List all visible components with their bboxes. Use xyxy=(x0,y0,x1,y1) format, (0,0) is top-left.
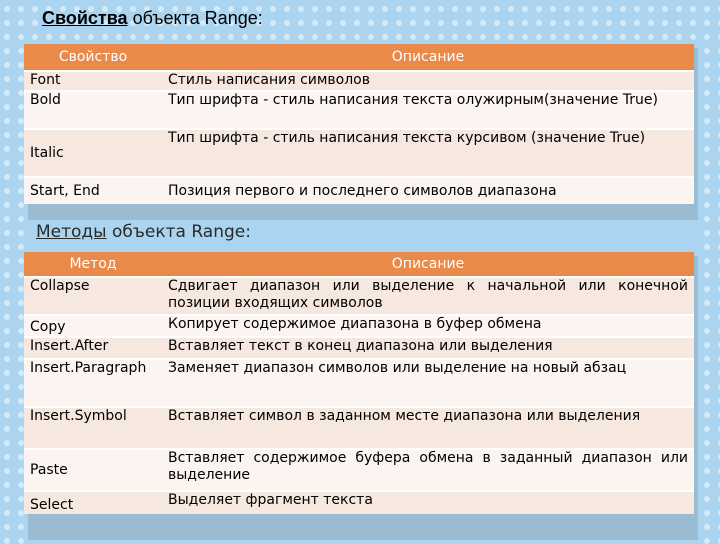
background-dot xyxy=(340,20,346,26)
background-dot xyxy=(480,6,486,12)
background-dot xyxy=(4,510,10,516)
background-dot xyxy=(270,6,276,12)
background-dot xyxy=(550,20,556,26)
background-dot xyxy=(4,104,10,110)
background-dot xyxy=(648,34,654,40)
background-dot xyxy=(340,34,346,40)
background-dot xyxy=(704,230,710,236)
background-dot xyxy=(74,34,80,40)
background-dot xyxy=(634,34,640,40)
background-dot xyxy=(4,482,10,488)
background-dot xyxy=(536,6,542,12)
background-dot xyxy=(704,286,710,292)
background-dot xyxy=(186,34,192,40)
background-dot xyxy=(592,20,598,26)
background-dot xyxy=(326,6,332,12)
background-dot xyxy=(704,384,710,390)
background-dot xyxy=(298,6,304,12)
background-dot xyxy=(704,202,710,208)
table-row xyxy=(24,91,694,129)
background-dot xyxy=(172,34,178,40)
background-dot xyxy=(4,412,10,418)
background-dot xyxy=(4,454,10,460)
background-dot xyxy=(46,34,52,40)
property-name: Bold xyxy=(24,91,162,129)
background-dot xyxy=(508,20,514,26)
background-dot xyxy=(18,34,24,40)
property-description: Тип шрифта - стиль написания текста олужирным(значение True) xyxy=(162,91,694,129)
background-dot xyxy=(704,48,710,54)
background-dot xyxy=(18,244,24,250)
background-dot xyxy=(494,20,500,26)
background-dot xyxy=(4,48,10,54)
method-description: Копирует содержимое диапазона в буфер обмена xyxy=(162,315,694,337)
background-dot xyxy=(32,6,38,12)
background-dot xyxy=(18,538,24,544)
background-dot xyxy=(620,34,626,40)
background-dot xyxy=(32,34,38,40)
background-dot xyxy=(284,20,290,26)
method-description: Сдвигает диапазон или выделение к начальной или конечной позиции входящих символов xyxy=(162,277,694,315)
background-dot xyxy=(634,6,640,12)
method-description: Заменяет диапазон символов или выделение на новый абзац xyxy=(162,359,694,407)
background-dot xyxy=(4,328,10,334)
background-dot xyxy=(60,34,66,40)
background-dot xyxy=(704,62,710,68)
background-dot xyxy=(116,34,122,40)
background-dot xyxy=(676,34,682,40)
methods-heading-bold: Методы xyxy=(36,222,107,242)
background-dot xyxy=(550,34,556,40)
methods-table xyxy=(24,252,694,514)
table-row xyxy=(24,491,694,514)
property-description: Тип шрифта - стиль написания текста курсивом (значение True) xyxy=(162,129,694,177)
background-dot xyxy=(4,216,10,222)
table-row xyxy=(24,315,694,337)
table-row xyxy=(24,277,694,315)
background-dot xyxy=(424,6,430,12)
background-dot xyxy=(396,6,402,12)
background-dot xyxy=(662,6,668,12)
background-dot xyxy=(4,62,10,68)
background-dot xyxy=(200,34,206,40)
background-dot xyxy=(704,468,710,474)
background-dot xyxy=(522,34,528,40)
background-dot xyxy=(704,440,710,446)
background-dot xyxy=(438,20,444,26)
background-dot xyxy=(4,146,10,152)
background-dot xyxy=(4,496,10,502)
properties-header-description: Описание xyxy=(162,44,694,71)
background-dot xyxy=(4,356,10,362)
methods-heading-rest: объекта Range: xyxy=(106,222,251,242)
background-dot xyxy=(4,34,10,40)
table-row xyxy=(24,407,694,449)
background-dot xyxy=(648,20,654,26)
background-dot xyxy=(368,20,374,26)
method-description: Вставляет содержимое буфера обмена в заданный диапазон или выделение xyxy=(162,449,694,491)
background-dot xyxy=(424,20,430,26)
background-dot xyxy=(4,314,10,320)
background-dot xyxy=(410,20,416,26)
background-dot xyxy=(690,6,696,12)
method-name: Collapse xyxy=(24,277,162,315)
background-dot xyxy=(18,216,24,222)
background-dot xyxy=(704,426,710,432)
background-dot xyxy=(18,6,24,12)
table-row xyxy=(24,337,694,359)
background-dot xyxy=(354,34,360,40)
background-dot xyxy=(410,6,416,12)
background-dot xyxy=(4,384,10,390)
background-dot xyxy=(144,34,150,40)
background-dot xyxy=(270,20,276,26)
methods-header-description: Описание xyxy=(162,252,694,277)
background-dot xyxy=(242,34,248,40)
background-dot xyxy=(676,6,682,12)
background-dot xyxy=(704,146,710,152)
background-dot xyxy=(564,34,570,40)
background-dot xyxy=(704,118,710,124)
background-dot xyxy=(354,6,360,12)
background-dot xyxy=(158,34,164,40)
background-dot xyxy=(704,524,710,530)
background-dot xyxy=(704,132,710,138)
method-name: Copy xyxy=(24,315,162,337)
background-dot xyxy=(256,34,262,40)
background-dot xyxy=(606,6,612,12)
background-dot xyxy=(648,6,654,12)
background-dot xyxy=(284,34,290,40)
methods-table-header xyxy=(24,252,694,277)
background-dot xyxy=(452,6,458,12)
background-dot xyxy=(368,6,374,12)
background-dot xyxy=(4,342,10,348)
background-dot xyxy=(704,398,710,404)
table-row xyxy=(24,449,694,491)
background-dot xyxy=(312,6,318,12)
background-dot xyxy=(4,174,10,180)
methods-header-method: Метод xyxy=(24,252,162,277)
property-name: Italic xyxy=(24,129,162,177)
background-dot xyxy=(4,76,10,82)
method-name: Paste xyxy=(24,449,162,491)
method-name: Insert.After xyxy=(24,337,162,359)
background-dot xyxy=(396,34,402,40)
background-dot xyxy=(130,34,136,40)
background-dot xyxy=(550,6,556,12)
background-dot xyxy=(620,20,626,26)
background-dot xyxy=(284,6,290,12)
background-dot xyxy=(312,20,318,26)
background-dot xyxy=(704,510,710,516)
property-name: Start, End xyxy=(24,177,162,204)
background-dot xyxy=(704,300,710,306)
background-dot xyxy=(704,496,710,502)
background-dot xyxy=(676,20,682,26)
background-dot xyxy=(354,20,360,26)
background-dot xyxy=(4,440,10,446)
background-dot xyxy=(480,20,486,26)
background-dot xyxy=(4,524,10,530)
background-dot xyxy=(438,6,444,12)
background-dot xyxy=(4,160,10,166)
background-dot xyxy=(704,482,710,488)
background-dot xyxy=(522,20,528,26)
background-dot xyxy=(466,6,472,12)
background-dot xyxy=(704,104,710,110)
property-description: Стиль написания символов xyxy=(162,71,694,91)
background-dot xyxy=(508,34,514,40)
background-dot xyxy=(32,20,38,26)
method-name: Select xyxy=(24,491,162,514)
background-dot xyxy=(326,20,332,26)
background-dot xyxy=(508,6,514,12)
background-dot xyxy=(536,20,542,26)
background-dot xyxy=(410,34,416,40)
background-dot xyxy=(578,34,584,40)
background-dot xyxy=(494,6,500,12)
background-dot xyxy=(620,6,626,12)
background-dot xyxy=(466,20,472,26)
background-dot xyxy=(522,6,528,12)
methods-heading xyxy=(36,222,251,242)
background-dot xyxy=(102,34,108,40)
background-dot xyxy=(690,34,696,40)
background-dot xyxy=(326,34,332,40)
background-dot xyxy=(298,20,304,26)
background-dot xyxy=(4,468,10,474)
background-dot xyxy=(690,20,696,26)
background-dot xyxy=(438,34,444,40)
method-description: Вставляет символ в заданном месте диапазона или выделения xyxy=(162,407,694,449)
background-dot xyxy=(704,76,710,82)
background-dot xyxy=(704,258,710,264)
background-dot xyxy=(382,20,388,26)
method-name: Insert.Paragraph xyxy=(24,359,162,407)
background-dot xyxy=(312,34,318,40)
background-dot xyxy=(4,426,10,432)
properties-heading-bold: Свойства xyxy=(42,8,128,28)
background-dot xyxy=(704,34,710,40)
property-name: Font xyxy=(24,71,162,91)
background-dot xyxy=(704,342,710,348)
background-dot xyxy=(662,20,668,26)
background-dot xyxy=(4,6,10,12)
background-dot xyxy=(228,34,234,40)
background-dot xyxy=(704,370,710,376)
background-dot xyxy=(704,188,710,194)
background-dot xyxy=(4,20,10,26)
background-dot xyxy=(4,202,10,208)
background-dot xyxy=(452,34,458,40)
table-row xyxy=(24,129,694,177)
background-dot xyxy=(4,398,10,404)
background-dot xyxy=(704,244,710,250)
background-dot xyxy=(662,34,668,40)
background-dot xyxy=(704,272,710,278)
properties-table-header xyxy=(24,44,694,71)
background-dot xyxy=(4,188,10,194)
background-dot xyxy=(452,20,458,26)
property-description: Позиция первого и последнего символов диапазона xyxy=(162,177,694,204)
background-dot xyxy=(564,6,570,12)
background-dot xyxy=(704,90,710,96)
background-dot xyxy=(564,20,570,26)
background-dot xyxy=(704,216,710,222)
background-dot xyxy=(704,538,710,544)
background-dot xyxy=(88,34,94,40)
background-dot xyxy=(704,356,710,362)
background-dot xyxy=(18,230,24,236)
background-dot xyxy=(4,538,10,544)
background-dot xyxy=(4,244,10,250)
background-dot xyxy=(270,34,276,40)
background-dot xyxy=(592,34,598,40)
method-name: Insert.Symbol xyxy=(24,407,162,449)
background-dot xyxy=(536,34,542,40)
background-dot xyxy=(606,34,612,40)
background-dot xyxy=(4,132,10,138)
background-dot xyxy=(578,20,584,26)
table-row xyxy=(24,359,694,407)
background-dot xyxy=(704,160,710,166)
background-dot xyxy=(4,258,10,264)
background-dot xyxy=(4,118,10,124)
background-dot xyxy=(466,34,472,40)
background-dot xyxy=(4,370,10,376)
background-dot xyxy=(704,6,710,12)
background-dot xyxy=(704,174,710,180)
background-dot xyxy=(340,6,346,12)
properties-table xyxy=(24,44,694,204)
method-description: Вставляет текст в конец диапазона или выделения xyxy=(162,337,694,359)
background-dot xyxy=(704,314,710,320)
background-dot xyxy=(368,34,374,40)
background-dot xyxy=(424,34,430,40)
background-dot xyxy=(606,20,612,26)
background-dot xyxy=(4,272,10,278)
background-dot xyxy=(634,20,640,26)
table-row xyxy=(24,177,694,204)
background-dot xyxy=(578,6,584,12)
properties-heading-rest: объекта Range: xyxy=(127,8,263,28)
background-dot xyxy=(18,20,24,26)
background-dot xyxy=(18,524,24,530)
background-dot xyxy=(480,34,486,40)
background-dot xyxy=(298,34,304,40)
background-dot xyxy=(494,34,500,40)
properties-header-property: Свойство xyxy=(24,44,162,71)
background-dot xyxy=(214,34,220,40)
background-dot xyxy=(4,90,10,96)
background-dot xyxy=(382,6,388,12)
properties-heading xyxy=(42,8,263,29)
background-dot xyxy=(704,328,710,334)
background-dot xyxy=(704,20,710,26)
method-description: Выделяет фрагмент текста xyxy=(162,491,694,514)
background-dot xyxy=(4,286,10,292)
background-dot xyxy=(382,34,388,40)
background-dot xyxy=(704,454,710,460)
background-dot xyxy=(4,300,10,306)
background-dot xyxy=(396,20,402,26)
background-dot xyxy=(592,6,598,12)
background-dot xyxy=(4,230,10,236)
table-row xyxy=(24,71,694,91)
background-dot xyxy=(704,412,710,418)
